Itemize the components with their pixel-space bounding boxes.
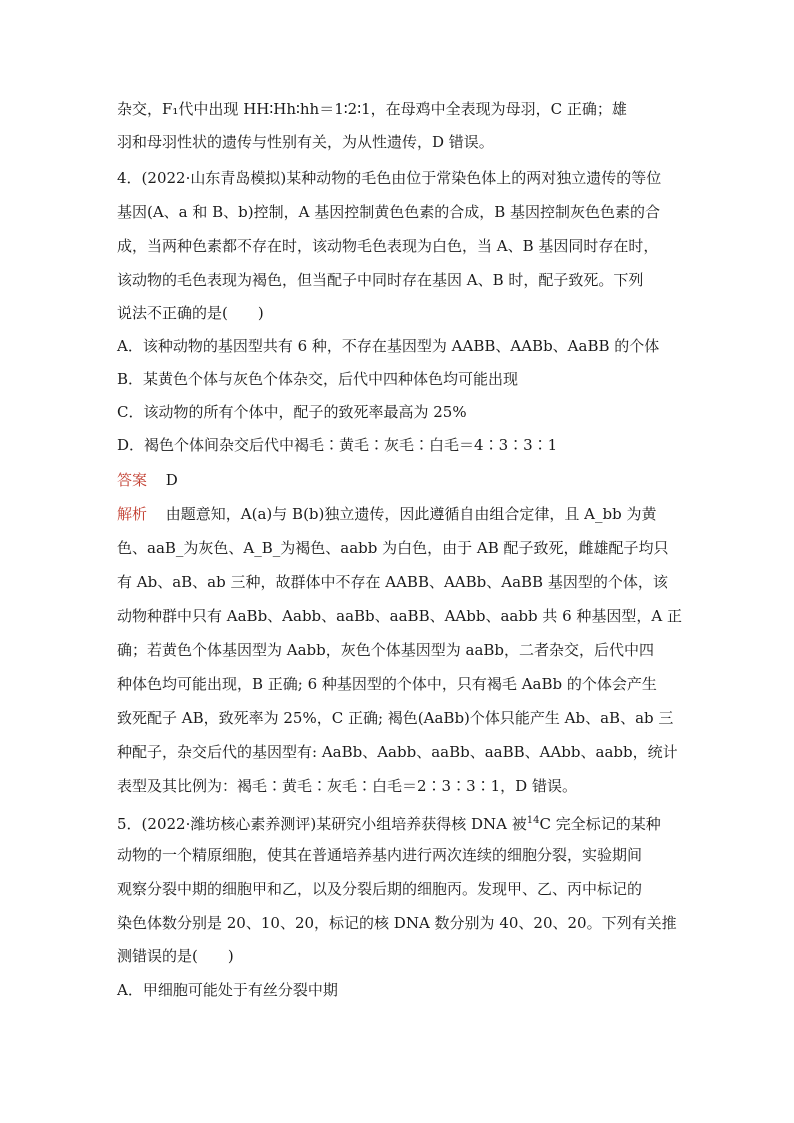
analysis-text: 由题意知，A(a)与 B(b)独立遗传，因此遵循自由组合定律，且 A_bb 为黄 xyxy=(165,505,657,523)
option-b: B．某黄色个体与灰色个体杂交，后代中四种体色均可能出现 xyxy=(117,370,519,388)
text-line: 动物的一个精原细胞，使其在普通培养基内进行两次连续的细胞分裂，实验期间 xyxy=(117,846,643,864)
text-line: 羽和母羽性状的遗传与性别有关，为从性遗传，D 错误。 xyxy=(117,133,494,151)
answer-label: 答案 xyxy=(117,471,148,489)
text-line: 色、aaB_为灰色、A_B_为褐色、aabb 为白色，由于 AB 配子致死，雌雄配子均只 xyxy=(117,539,669,557)
option-a: A．甲细胞可能处于有丝分裂中期 xyxy=(117,981,338,999)
analysis-label: 解析 xyxy=(117,505,148,523)
text-line: 种配子，杂交后代的基因型有: AaBb、Aabb、aaBb、aaBB、AAbb、aabb，统计 xyxy=(117,743,678,761)
text-line: 成，当两种色素都不存在时，该动物毛色表现为白色，当 A、B 基因同时存在时， xyxy=(117,237,659,255)
text-line: 表型及其比例为：褐毛∶黄毛∶灰毛∶白毛＝2∶3∶3∶1，D 错误。 xyxy=(117,777,577,795)
text-line: 确；若黄色个体基因型为 Aabb，灰色个体基因型为 aaBb，二者杂交，后代中四 xyxy=(117,641,655,659)
text-line: 观察分裂中期的细胞甲和乙，以及分裂后期的细胞丙。发现甲、乙、丙中标记的 xyxy=(117,880,643,898)
option-a: A．该种动物的基因型共有 6 种，不存在基因型为 AABB、AABb、AaBB 的个体 xyxy=(117,337,660,355)
text-line: 基因(A、a 和 B、b)控制，A 基因控制黄色色素的合成，B 基因控制灰色色素的合 xyxy=(117,203,661,221)
option-c: C．该动物的所有个体中，配子的致死率最高为 25% xyxy=(117,403,467,421)
isotope-superscript: 14 xyxy=(526,815,540,826)
text-line: 染色体数分别是 20、10、20，标记的核 DNA 数分别为 40、20、20。下列有关推 xyxy=(117,914,677,932)
option-d: D．褐色个体间杂交后代中褐毛∶黄毛∶灰毛∶白毛＝4∶3∶3∶1 xyxy=(117,436,558,454)
text-line: 种体色均可能出现，B 正确; 6 种基因型的个体中，只有褐毛 AaBb 的个体会产生 xyxy=(117,675,657,693)
analysis-row xyxy=(117,504,656,524)
q5-text-part1: 5．(2022·潍坊核心素养测评)某研究小组培养获得核 DNA 被 xyxy=(117,815,527,833)
text-line: 杂交，F₁代中出现 HH∶Hh∶hh＝1∶2∶1，在母鸡中全表现为母羽，C 正确；雄 xyxy=(117,100,627,118)
answer-value: D xyxy=(165,471,178,489)
answer-row xyxy=(117,470,178,490)
q5-text-part2: C 完全标记的某种 xyxy=(539,815,661,833)
text-line: 测错误的是( ) xyxy=(117,947,234,965)
text-line: 该动物的毛色表现为褐色，但当配子中同时存在基因 A、B 时，配子致死。下列 xyxy=(117,271,644,289)
text-line: 说法不正确的是( ) xyxy=(117,304,264,322)
text-line: 动物种群中只有 AaBb、Aabb、aaBb、aaBB、AAbb、aabb 共 6 种基因型，A 正 xyxy=(117,607,682,625)
question-5-stem xyxy=(117,811,661,834)
text-line: 有 Ab、aB、ab 三种，故群体中不存在 AABB、AABb、AaBB 基因型的个体，该 xyxy=(117,573,668,591)
text-line: 致死配子 AB，致死率为 25%，C 正确; 褐色(AaBb)个体只能产生 Ab、aB、ab 三 xyxy=(117,709,674,727)
question-4-stem: 4．(2022·山东青岛模拟)某种动物的毛色由位于常染色体上的两对独立遗传的等位 xyxy=(117,169,662,187)
